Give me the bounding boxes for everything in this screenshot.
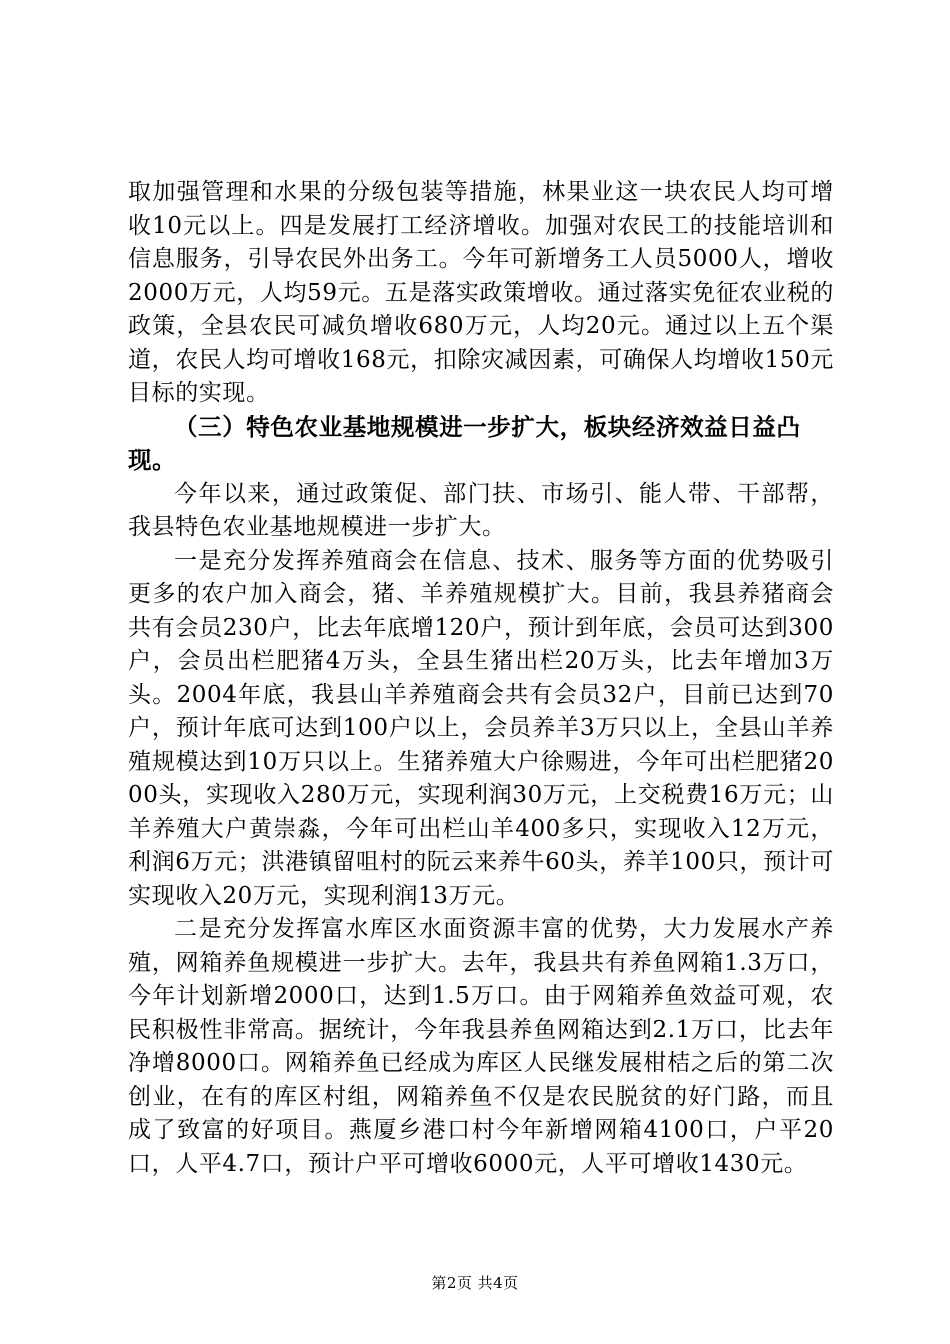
paragraph-intro: 今年以来，通过政策促、部门扶、市场引、能人带、干部帮，我县特色农业基地规模进一步扩大。: [128, 480, 834, 540]
paragraph-livestock: 一是充分发挥养殖商会在信息、技术、服务等方面的优势吸引更多的农户加入商会，猪、羊养殖规模扩大。目前，我县养猪商会共有会员230户，比去年底增120户，预计到年底，会员可达到300户，会员出栏肥猪4万头，全县生猪出栏20万头，比去年增加3万头。2004年底，我县山羊养殖商会共有会员32户，目前已达到70户，预计年底可达到100户以上，会员养羊3万只以上，全县山羊养殖规模达到10万只以上。生猪养殖大户徐赐进，今年可出栏肥猪2000头，实现收入280万元，实现利润30万元，上交税费16万元；山羊养殖大户黄崇淼，今年可出栏山羊400多只，实现收入12万元，利润6万元；洪港镇留咀村的阮云来养牛60头，养羊100只，预计可实现收入20万元，实现利润13万元。: [128, 547, 834, 909]
paragraph-continuation: 取加强管理和水果的分级包装等措施，林果业这一块农民人均可增收10元以上。四是发展打工经济增收。加强对农民工的技能培训和信息服务，引导农民外出务工。今年可新增务工人员5000人，增收2000万元，人均59元。五是落实政策增收。通过落实免征农业税的政策，全县农民可减负增收680万元，人均20元。通过以上五个渠道，农民人均可增收168元，扣除灾减因素，可确保人均增收150元目标的实现。: [128, 179, 834, 406]
paragraph-aquaculture: 二是充分发挥富水库区水面资源丰富的优势，大力发展水产养殖，网箱养鱼规模进一步扩大。去年，我县共有养鱼网箱1.3万口，今年计划新增2000口，达到1.5万口。由于网箱养鱼效益可观，农民积极性非常高。据统计，今年我县养鱼网箱达到2.1万口，比去年净增8000口。网箱养鱼已经成为库区人民继发展柑桔之后的第二次创业，在有的库区村组，网箱养鱼不仅是农民脱贫的好门路，而且成了致富的好项目。燕厦乡港口村今年新增网箱4100口，户平20口，人平4.7口，预计户平可增收6000元，人平可增收1430元。: [128, 916, 834, 1177]
document-body: [128, 176, 834, 1181]
section-heading: （三）特色农业基地规模进一步扩大，板块经济效益日益凸现。: [128, 412, 801, 474]
page-footer: 第2页 共4页: [431, 1274, 519, 1292]
